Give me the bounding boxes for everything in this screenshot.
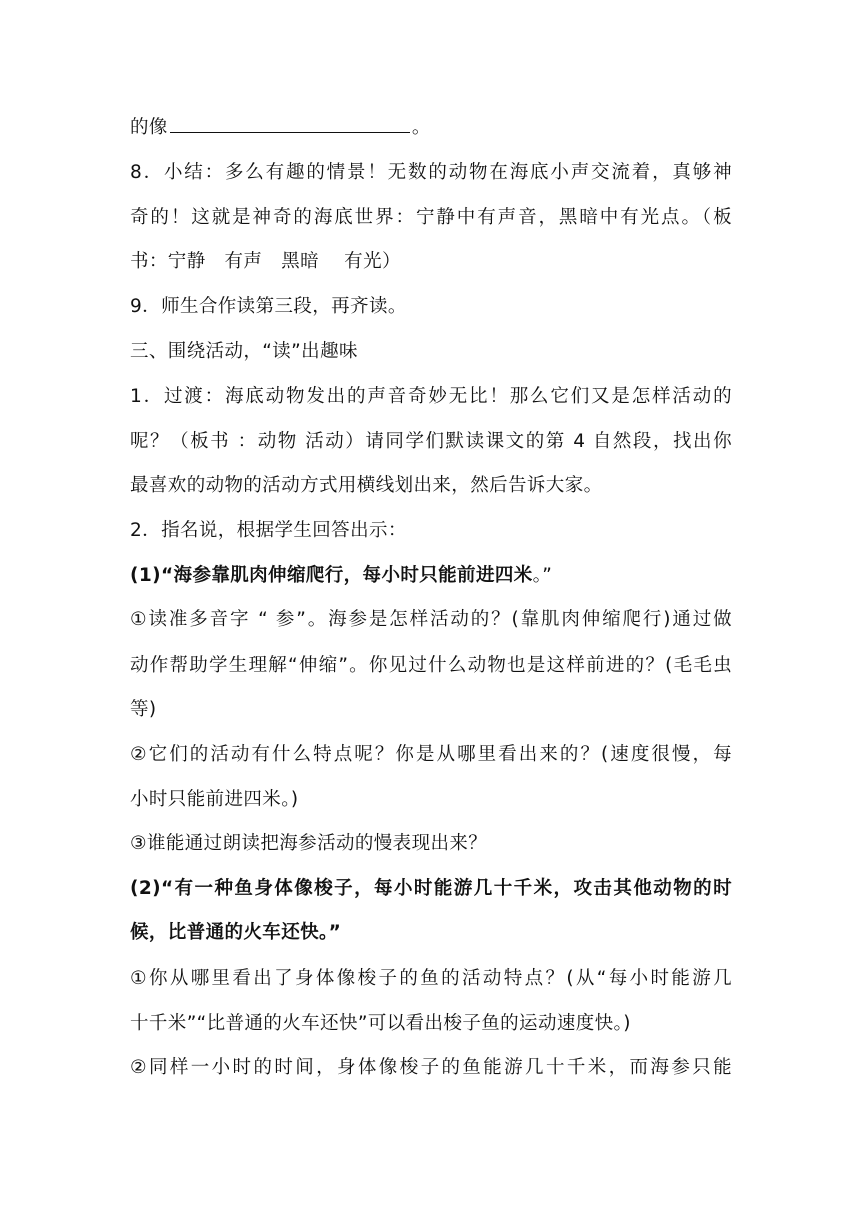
paragraph-line: ③谁能通过朗读把海参活动的慢表现出来？ (130, 833, 488, 854)
line-text: 。 (411, 117, 431, 138)
quote-end: 。” (532, 565, 553, 586)
paragraph-line: 呢？（板书 ：动物 活动）请同学们默读课文的第 4 自然段，找出你 (130, 431, 732, 452)
paragraph-line: ①你从哪里看出了身体像梭子的鱼的活动特点？(从“每小时能游几 (130, 968, 732, 989)
paragraph-line: 书：宁静 有声 黑暗 有光） (130, 251, 401, 272)
paragraph-line: ②同样一小时的时间，身体像梭子的鱼能游几十千米，而海参只能 (130, 1057, 732, 1078)
paragraph-line: 8．小结：多么有趣的情景！无数的动物在海底小声交流着，真够神 (130, 162, 732, 183)
paragraph-line: 动作帮助学生理解“伸缩”。你见过什么动物也是这样前进的？(毛毛虫 (130, 655, 732, 676)
text-line (130, 112, 431, 142)
line-text: 的像 (130, 117, 168, 138)
quoted-sentence: 候，比普通的火车还快。” (130, 922, 342, 943)
paragraph-line: 等) (130, 699, 157, 720)
paragraph-line: ①读准多音字 “ 参”。海参是怎样活动的？(靠肌肉伸缩爬行)通过做 (130, 609, 732, 630)
paragraph-line: ②它们的活动有什么特点呢？你是从哪里看出来的？(速度很慢，每 (130, 744, 732, 765)
paragraph-line: 最喜欢的动物的活动方式用横线划出来，然后告诉大家。 (130, 475, 603, 496)
paragraph-line: 9．师生合作读第三段，再齐读。 (130, 296, 407, 317)
section-heading: 三、围绕活动，“读”出趣味 (130, 341, 358, 362)
answer-blank[interactable] (170, 112, 410, 133)
paragraph-line: 小时只能前进四米。) (130, 789, 299, 810)
paragraph-line: 十千米”“比普通的火车还快”可以看出梭子鱼的运动速度快。) (130, 1013, 631, 1034)
quoted-sentence: (2)“有一种鱼身体像梭子，每小时能游几十千米，攻击其他动物的时 (130, 878, 732, 899)
paragraph-line: 1．过渡：海底动物发出的声音奇妙无比！那么它们又是怎样活动的 (130, 386, 732, 407)
quoted-sentence (130, 561, 552, 591)
quote-bold-text: (1)“海参靠肌肉伸缩爬行，每小时只能前进四米 (130, 565, 533, 586)
paragraph-line: 2．指名说，根据学生回答出示： (130, 520, 407, 541)
paragraph-line: 奇的！这就是神奇的海底世界：宁静中有声音，黑暗中有光点。（板 (130, 207, 732, 228)
